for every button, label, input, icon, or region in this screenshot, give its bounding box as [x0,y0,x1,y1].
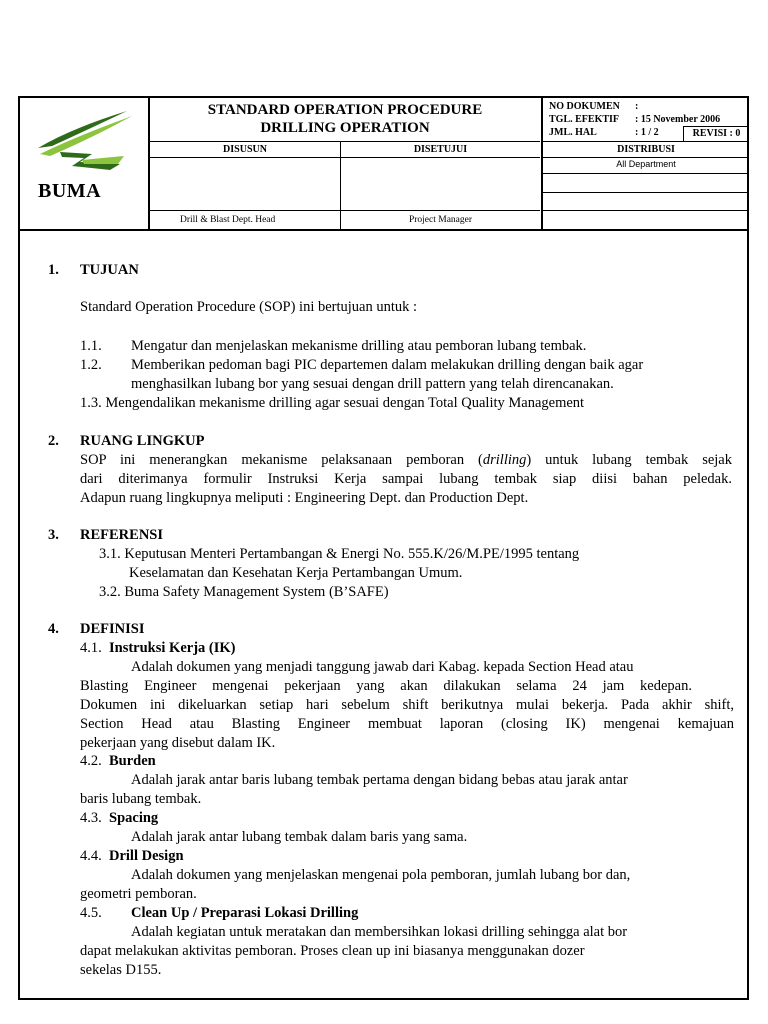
disusun-label: DISUSUN [150,142,340,158]
definition-title: Instruksi Kerja (IK) [109,640,236,656]
paragraph-line: Adalah dokumen yang menjadi tanggung jawab dari Kabag. kepada Section Head atau [131,659,634,675]
list-number: 1.1. [80,338,102,354]
distribution-label: DISTRIBUSI [617,144,675,155]
disusun-cell [150,142,341,229]
paragraph: Standard Operation Procedure (SOP) ini bertujuan untuk : [80,299,418,315]
page-count-label: JML. HAL [549,127,597,138]
definition-number: 4.4. [80,848,102,864]
document-header [20,98,747,231]
section-number: 2. [48,433,59,449]
revision-box: REVISI : 0 [683,126,749,141]
paragraph-line: Adalah dokumen yang menjelaskan mengenai pola pemboran, jumlah lubang bor dan, [131,867,631,883]
paragraph-line: dari diterimanya formulir Instruksi Kerja sampai lubang tembak siap diisi bahan peledak. [80,471,732,487]
paragraph-line: Section Head atau Blasting Engineer membuat laporan (closing IK) mengenai kemajuan [80,716,734,732]
divider [543,157,749,158]
effective-date-label: TGL. EFEKTIF [549,114,620,125]
list-item: 3.2. Buma Safety Management System (B’SAFE) [99,584,389,600]
list-item: Memberikan pedoman bagi PIC departemen dalam melakukan drilling dengan baik agar [131,357,644,373]
effective-date-value: : 15 November 2006 [635,114,721,125]
list-number: 1.2. [80,357,102,373]
doc-number-label: NO DOKUMEN [549,101,620,112]
section-title: DEFINISI [80,621,145,637]
document-info [541,98,749,142]
paragraph-line: Blasting Engineer mengenai pekerjaan yang akan dilakukan selama 24 jam kedepan. [80,678,692,694]
definition-number: 4.2. [80,753,102,769]
definition-number: 4.5. [80,905,102,921]
divider [543,192,749,193]
definition-number: 4.1. [80,640,102,656]
paragraph-line: Adalah kegiatan untuk meratakan dan membersihkan lokasi drilling sehingga alat bor [131,924,628,940]
paragraph-line: Adalah jarak antar lubang tembak dalam baris yang sama. [131,829,468,845]
definition-number: 4.3. [80,810,102,826]
definition-title: Clean Up / Preparasi Lokasi Drilling [131,905,359,921]
definition-title: Burden [109,753,156,769]
disetujui-cell [341,142,540,229]
distribution-cell [541,142,749,229]
list-item: Mengatur dan menjelaskan mekanisme drilling atau pemboran lubang tembak. [131,338,587,354]
paragraph-line: SOP ini menerangkan mekanisme pelaksanaan pemboran (drilling) untuk lubang tembak sejak [80,452,732,468]
section-title: RUANG LINGKUP [80,433,205,449]
section-number: 3. [48,527,59,543]
paragraph-line: geometri pemboran. [80,886,197,902]
section-title: REFERENSI [80,527,163,543]
paragraph-line: dapat melakukan aktivitas pemboran. Proses clean up ini biasanya menggunakan dozer [80,943,585,959]
page-count-row [549,126,659,139]
list-item: 3.1. Keputusan Menteri Pertambangan & Energi No. 555.K/26/M.PE/1995 tentang [99,546,580,562]
doc-number-row [549,100,638,113]
disetujui-signatory: Project Manager [341,210,540,229]
effective-date-row [549,113,720,126]
paragraph-line: sekelas D155. [80,962,162,978]
document-title [150,98,540,142]
list-item: 1.3. Mengendalikan mekanisme drilling agar sesuai dengan Total Quality Management [80,395,585,411]
doc-number-value: : [635,101,639,112]
title-line-1: STANDARD OPERATION PROCEDURE [207,102,483,118]
logo-cell [20,98,150,229]
definition-title: Spacing [109,810,159,826]
title-line-2: DRILLING OPERATION [260,120,430,136]
page-count-value: : 1 / 2 [635,127,659,138]
disetujui-label: DISETUJUI [341,142,540,158]
list-item-continued: Keselamatan dan Kesehatan Kerja Pertambangan Umum. [129,565,463,581]
definition-title: Drill Design [109,848,184,864]
buma-logo-icon [32,108,142,178]
paragraph-line: Adapun ruang lingkupnya meliputi : Engineering Dept. dan Production Dept. [80,490,529,506]
divider [543,173,749,174]
section-number: 4. [48,621,59,637]
paragraph-line: Adalah jarak antar baris lubang tembak pertama dengan bidang bebas atau jarak antar [131,772,628,788]
distribution-value: All Department [616,159,676,169]
list-item-continued: menghasilkan lubang bor yang sesuai dengan drill pattern yang telah direncanakan. [131,376,614,392]
disusun-signatory: Drill & Blast Dept. Head [150,210,340,228]
divider [543,210,749,211]
paragraph-line: Dokumen ini dikeluarkan setiap hari sebelum shift berikutnya mulai bekerja. Pada akhir shift, [80,697,734,713]
paragraph-line: baris lubang tembak. [80,791,202,807]
section-number: 1. [48,262,59,278]
logo-text: BUMA [38,180,102,202]
section-title: TUJUAN [80,262,139,278]
paragraph-line: pekerjaan yang disebut dalam IK. [80,735,276,751]
